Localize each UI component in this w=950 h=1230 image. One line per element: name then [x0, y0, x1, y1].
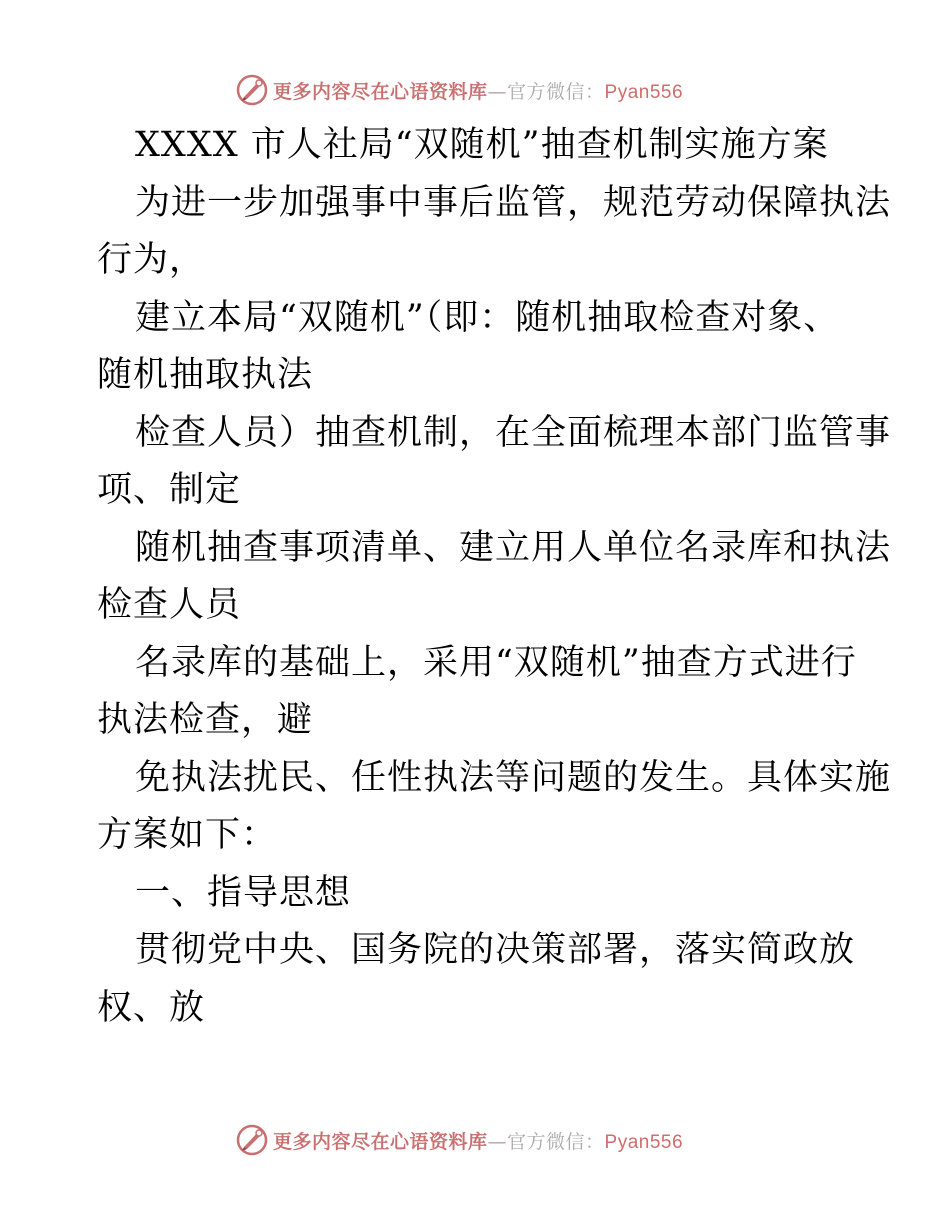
text-line: 免执法扰民、任性执法等问题的发生。具体实施	[135, 757, 892, 798]
watermark-wechat-id: Pyan556	[604, 1131, 684, 1153]
text-line: 行为，	[97, 240, 206, 280]
text-line: 随机抽查事项清单、建立用人单位名录库和执法	[135, 527, 892, 568]
text-line: 项、制定	[97, 470, 242, 510]
header-watermark	[235, 72, 683, 108]
watermark-separator: —	[487, 80, 508, 103]
text-line: 检查人员）抽查机制，在全面梳理本部门监管事	[135, 412, 892, 453]
quill-logo-icon	[235, 73, 269, 107]
text-line: 名录库的基础上，采用“双随机”抽查方式进行	[135, 642, 857, 683]
watermark-wechat-label: 官方微信：	[507, 80, 605, 103]
quill-logo-icon	[235, 1123, 269, 1157]
watermark-separator: —	[487, 1130, 508, 1153]
watermark-wechat-label: 官方微信：	[507, 1130, 605, 1153]
section-heading: 一、指导思想	[135, 872, 352, 913]
document-title: XXXX 市人社局“双随机”抽查机制实施方案	[135, 125, 829, 165]
watermark-brand: 更多内容尽在心语资料库	[273, 1130, 488, 1153]
text-line: 为进一步加强事中事后监管，规范劳动保障执法	[135, 182, 892, 223]
text-line: 随机抽取执法	[97, 355, 314, 395]
text-line: 权、放	[97, 987, 206, 1028]
text-line: 贯彻党中央、国务院的决策部署，落实简政放	[135, 930, 856, 970]
watermark-brand: 更多内容尽在心语资料库	[273, 80, 488, 103]
document-body	[97, 117, 892, 1037]
text-line: 建立本局“双随机”（即：随机抽取检查对象、	[135, 297, 840, 338]
watermark-wechat-id: Pyan556	[604, 81, 684, 103]
text-line: 方案如下：	[97, 815, 278, 855]
text-line: 执法检查，避	[97, 700, 314, 740]
text-line: 检查人员	[97, 585, 242, 625]
footer-watermark	[235, 1122, 683, 1158]
